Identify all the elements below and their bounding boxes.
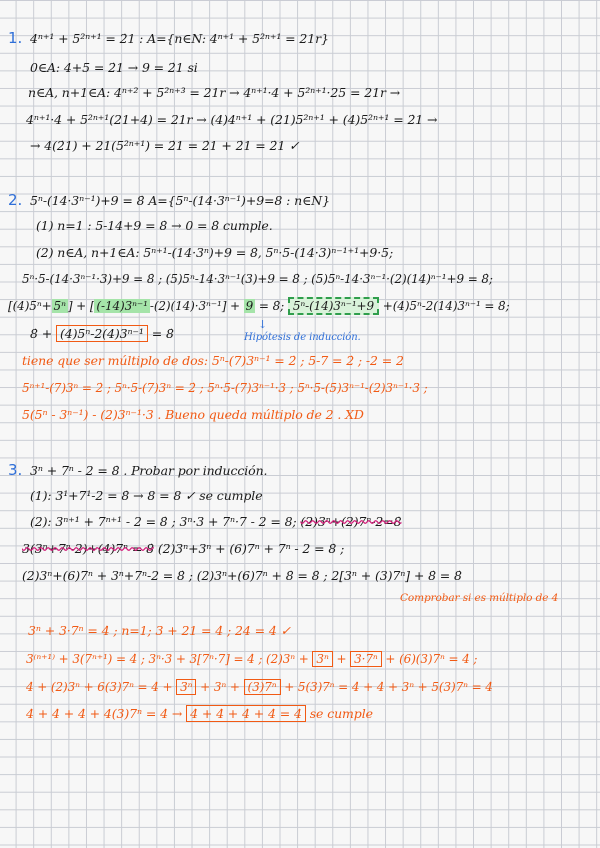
- problem-2-grouping: [8, 298, 510, 314]
- remaining-terms: +(4)5ⁿ-2(14)3ⁿ⁻¹ = 8̇;: [382, 299, 510, 313]
- problem-3-rewrite: [22, 541, 344, 557]
- multiple-of-four-base: 3ⁿ + 3·7ⁿ = 4̇ ; n=1; 3 + 21 = 4̇ ; 24 = 4̇ ✓: [28, 623, 291, 638]
- hypothesis-label: Hipótesis de inducción.: [244, 332, 361, 343]
- regroup-rest: + 5(3)7ⁿ = 4̇ + 4̇ + 3ⁿ + 5(3)7ⁿ = 4̇: [284, 680, 493, 694]
- problem-1-inductive-step: n∈A, n+1∈A: 4ⁿ⁺² + 5²ⁿ⁺³ = 21r → 4ⁿ⁺¹·4 + 5²ⁿ⁺¹·25 = 21r →: [28, 85, 401, 100]
- boxed-3-7n: 3·7ⁿ: [350, 651, 382, 667]
- multiple-of-four-step: [26, 651, 477, 667]
- multiple-of-four-conclusion: [26, 706, 373, 722]
- problem-2-line-1: 5ⁿ-(14·3ⁿ⁻¹)+9 = 8̇ A={5ⁿ-(14·3ⁿ⁻¹)+9=8 : n∈N}: [30, 193, 330, 208]
- problem-3-number: 3.: [8, 461, 23, 479]
- problem-3-statement: [8, 462, 267, 479]
- problem-1-number: 1.: [8, 29, 23, 47]
- regroup-text: 4̇ + (2)3ⁿ + 6(3)7ⁿ = 4̇ +: [26, 680, 173, 694]
- group-2-rest: -(2)(14)·3ⁿ⁻¹] +: [149, 299, 240, 313]
- boxed-sum: 4̇ + 4̇ + 4̇ + 4̇ = 4̇: [186, 705, 306, 722]
- conclusion-text: 4̇ + 4̇ + 4̇ + 4(3)7ⁿ = 4̇ →: [26, 706, 183, 721]
- problem-2-expansion: 5ⁿ·5-(14·3ⁿ⁻¹·3)+9 = 8̇ ; (5)5ⁿ-14·3ⁿ⁻¹(3)+9 = 8̇ ; (5)5ⁿ-14·3ⁿ⁻¹·(2)(14)ⁿ⁻¹+9 = 8̇;: [22, 272, 493, 286]
- highlight-14-3n: (-14)3ⁿ⁻¹: [96, 299, 148, 313]
- note-derivation: 5ⁿ⁺¹-(7)3ⁿ = 2̇ ; 5ⁿ·5-(7)3ⁿ = 2̇ ; 5ⁿ·5-(7)3ⁿ⁻¹·3 ; 5ⁿ·5-(5)3ⁿ⁻¹-(2)3ⁿ⁻¹·3 ;: [22, 381, 428, 395]
- result-orange-box: (4)5ⁿ-2(4)3ⁿ⁻¹: [56, 325, 148, 342]
- problem-2-inductive-step: (2) n∈A, n+1∈A: 5ⁿ⁺¹-(14·3ⁿ)+9 = 8̇, 5ⁿ·5-(14·3)ⁿ⁻¹⁺¹+9·5;: [36, 245, 394, 260]
- note-multiple-of-two: tiene que ser múltiplo de dos: 5ⁿ-(7)3ⁿ⁻¹ = 2̇ ; 5-7 = 2̇ ; -2 = 2: [22, 353, 404, 368]
- step-text: 3⁽ⁿ⁺¹⁾ + 3(7ⁿ⁺¹) = 4̇ ; 3ⁿ·3 + 3[7ⁿ·7] = 4̇ ; (2)3ⁿ +: [26, 652, 309, 666]
- multiple-of-four-regroup: [26, 679, 493, 695]
- group-2-open: ] + [: [67, 299, 95, 313]
- equals-8: = 8̇;: [255, 299, 285, 313]
- problem-3-base-case: (1): 3¹+7¹-2 = 8̇ → 8 = 8 ✓ se cumple: [30, 488, 263, 503]
- check-multiple-of-four-note: Comprobar si es múltiplo de 4: [400, 592, 559, 604]
- problem-2-statement: [8, 192, 330, 209]
- problem-3-grouping: (2)3ⁿ+(6)7ⁿ + 3ⁿ+7ⁿ-2 = 8̇ ; (2)3ⁿ+(6)7ⁿ + 8̇ = 8̇ ; 2[3ⁿ + (3)7ⁿ] + 8̇ = 8̇: [22, 568, 462, 583]
- problem-1-expansion: 4ⁿ⁺¹·4 + 5²ⁿ⁺¹(21+4) = 21r → (4)4ⁿ⁺¹ + (21)5²ⁿ⁺¹ + (4)5²ⁿ⁺¹ = 2̇1 →: [26, 112, 438, 127]
- result-equals: = 8̇: [151, 326, 174, 341]
- problem-2-base-case: (1) n=1 : 5-14+9 = 8̇ → 0 = 8̇ cumple.: [36, 218, 273, 233]
- problem-1-line-1: 4ⁿ⁺¹ + 5²ⁿ⁺¹ = 2̇1 : A={n∈N: 4ⁿ⁺¹ + 5²ⁿ⁺¹ = 21r}: [30, 31, 329, 46]
- boxed-3n: 3ⁿ: [312, 651, 332, 667]
- boxed-3-7n-2: (3)7ⁿ: [244, 679, 281, 695]
- problem-2-number: 2.: [8, 191, 23, 209]
- problem-3-line-1: 3ⁿ + 7ⁿ - 2 = 8̇ . Probar por inducción.: [30, 463, 268, 478]
- problem-1-base-case: 0∈A: 4+5 = 2̇1 → 9 = 2̇1 si: [30, 60, 198, 75]
- se-cumple-label: se cumple: [309, 706, 373, 721]
- step-rest: + (6)(3)7ⁿ = 4̇ ;: [385, 652, 478, 666]
- inductive-step-text: (2): 3ⁿ⁺¹ + 7ⁿ⁺¹ - 2 = 8̇ ; 3ⁿ·3 + 7ⁿ·7 - 2 = 8;: [30, 514, 297, 529]
- induction-hypothesis-box: 5ⁿ-(14)3ⁿ⁻¹+9: [288, 297, 379, 315]
- problem-1-conclusion: → 4(2̇1) + 21(5²ⁿ⁺¹) = 2̇1 = 2̇1 + 2̇1 = 2̇1 ✓: [30, 138, 300, 153]
- boxed-3n-2: 3ⁿ: [176, 679, 196, 695]
- problem-3-inductive-step: [30, 514, 401, 530]
- highlight-9: 9: [245, 299, 254, 313]
- result-prefix: 8̇ +: [30, 326, 53, 341]
- note-conclusion: 5(5ⁿ - 3ⁿ⁻¹) - (2)3ⁿ⁻¹·3 . Bueno queda múltiplo de 2 . XD: [22, 407, 364, 422]
- group-1-open: [(4)5ⁿ+: [8, 299, 52, 313]
- highlight-5n: 5ⁿ: [53, 299, 66, 313]
- arrow-down-icon: ↓: [258, 318, 268, 331]
- rewrite-text: (2)3ⁿ+3ⁿ + (6)7ⁿ + 7ⁿ - 2 = 8̇ ;: [153, 541, 345, 556]
- struck-rewrite: 3(3ⁿ+7ⁿ-2)+(4)7ⁿ = 8̇: [22, 541, 154, 556]
- problem-2-result: [30, 326, 174, 342]
- regroup-mid: + 3ⁿ +: [200, 680, 240, 694]
- struck-term: (2)3ⁿ+(2)7ⁿ-2=8̇: [300, 514, 402, 529]
- problem-1-statement: [8, 30, 329, 47]
- plus-sign: +: [336, 652, 347, 666]
